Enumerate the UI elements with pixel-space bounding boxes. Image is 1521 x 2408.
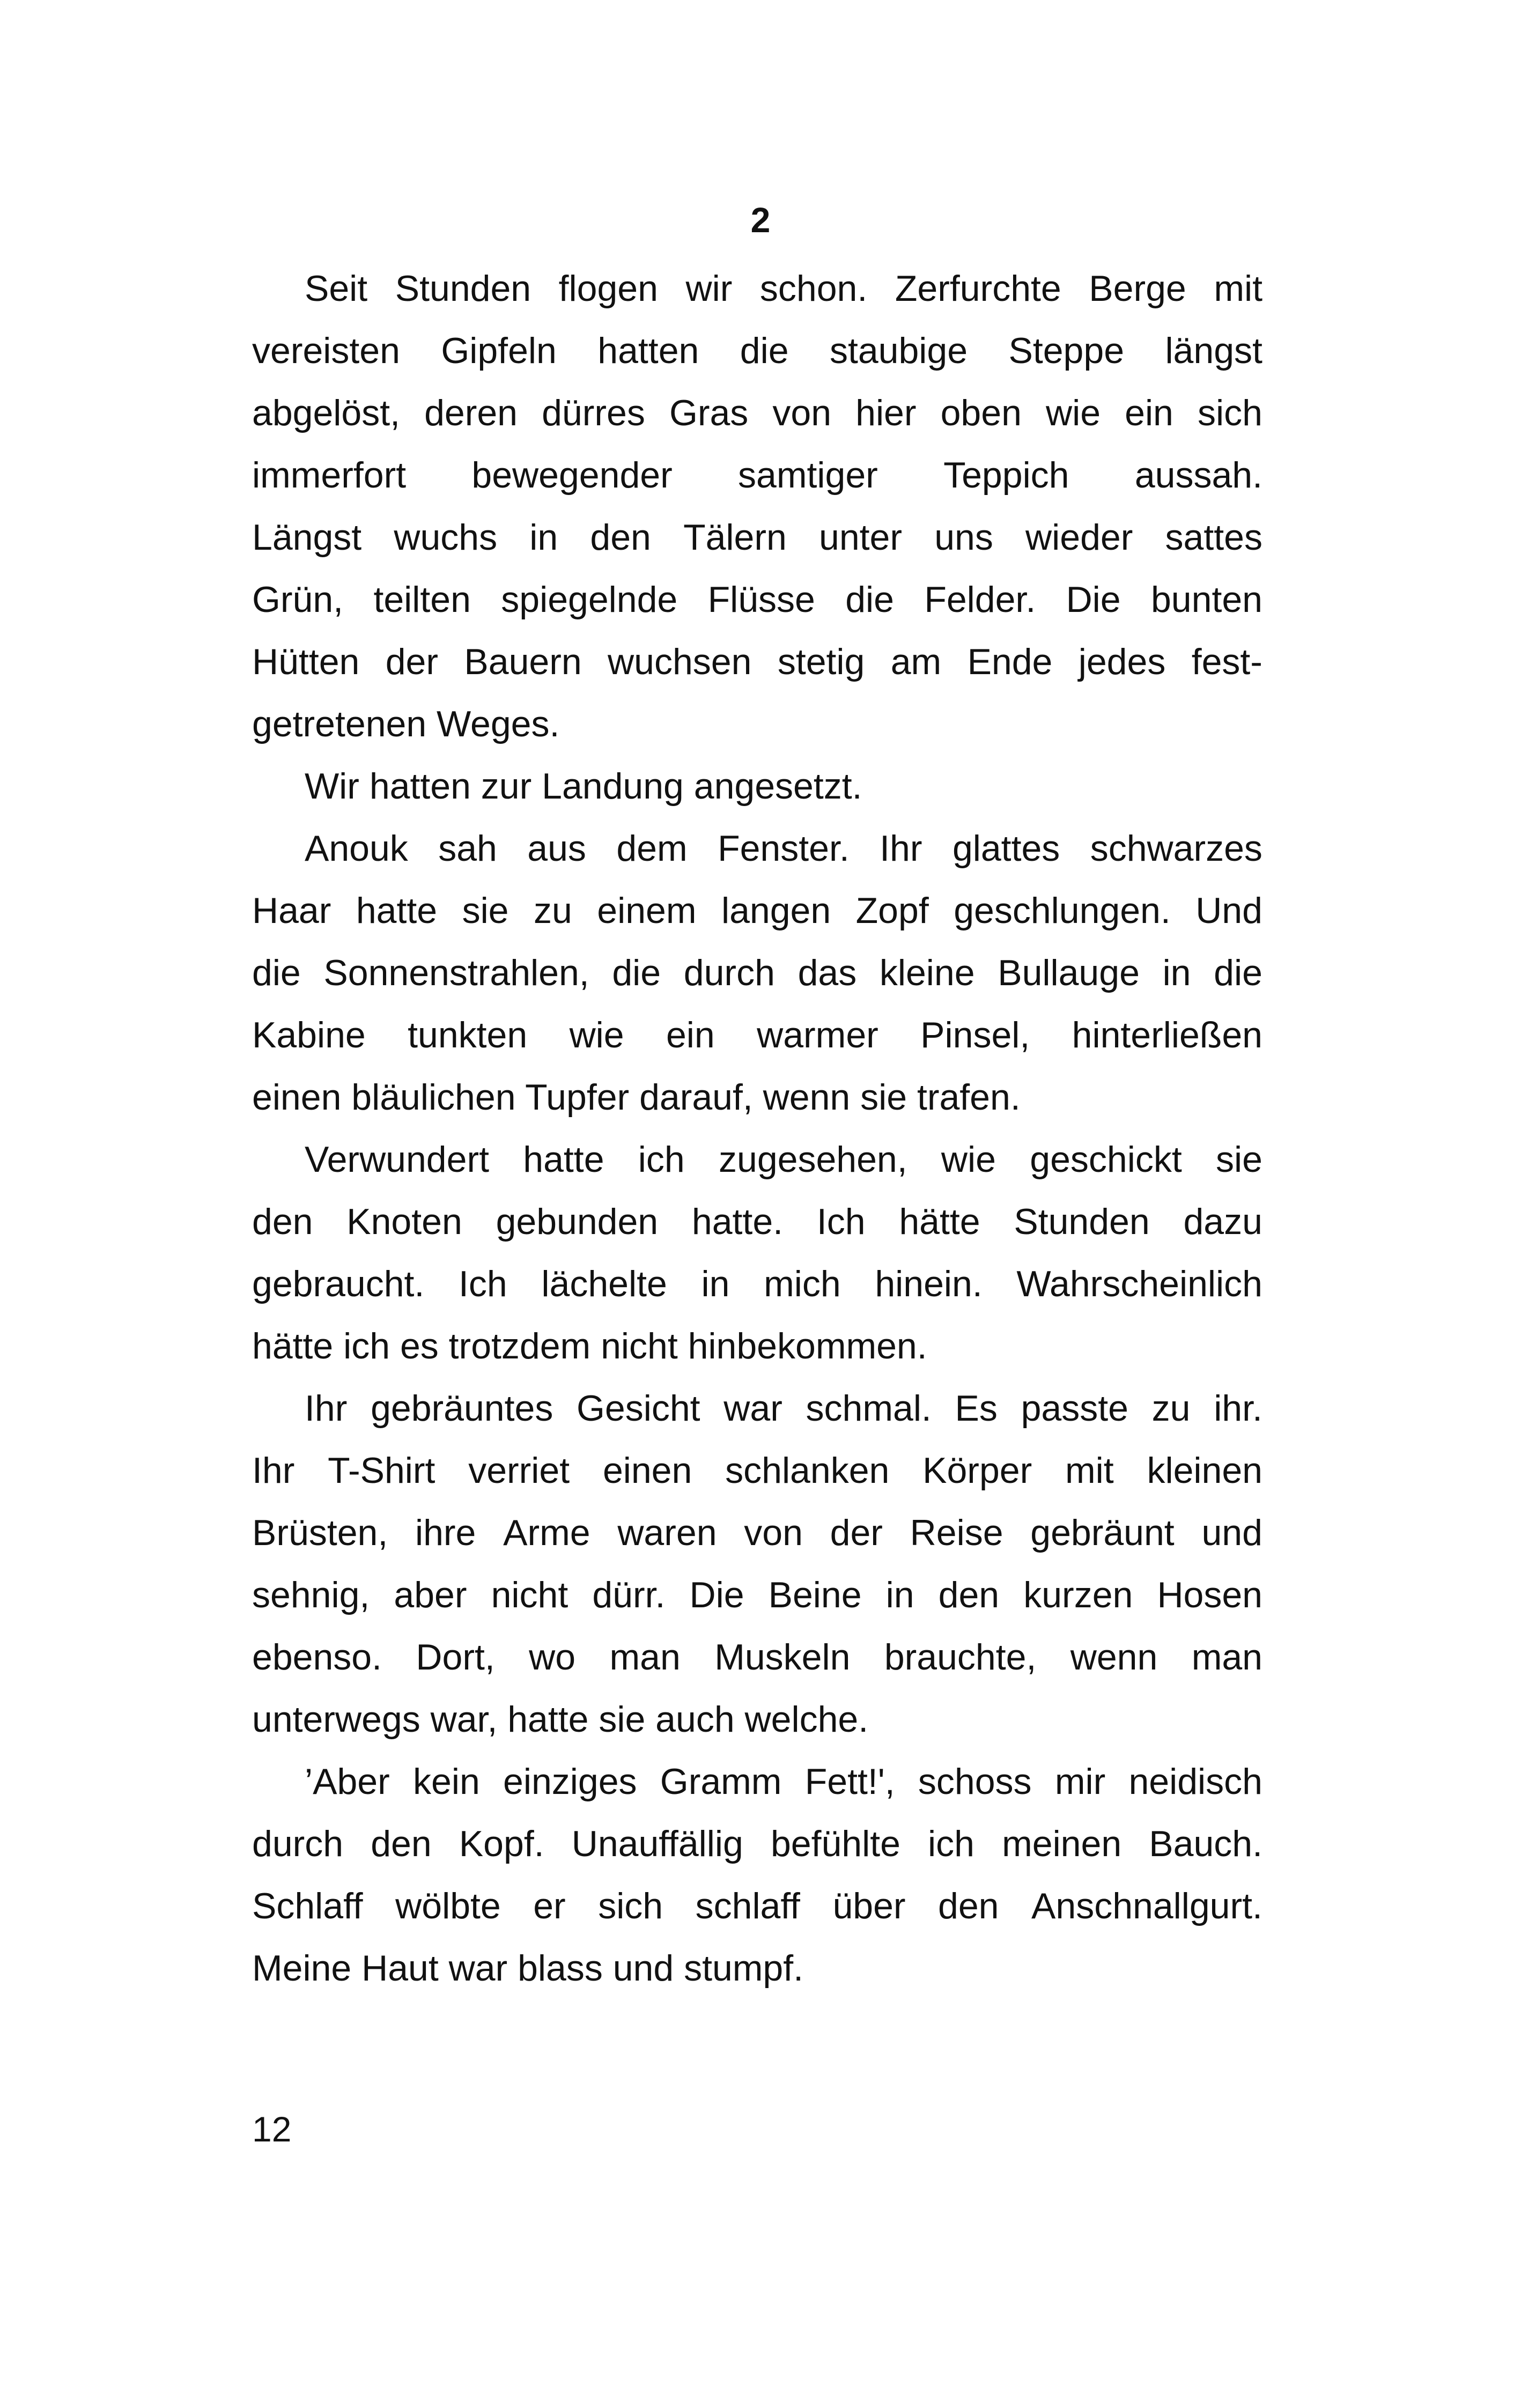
- word: Steppe: [1008, 330, 1125, 371]
- word: der: [830, 1512, 883, 1553]
- word: die: [845, 579, 894, 620]
- word: wie: [941, 1139, 996, 1180]
- word: glattes: [952, 828, 1060, 869]
- word: Muskeln: [714, 1637, 851, 1678]
- word: mir: [1054, 1761, 1106, 1802]
- word: längst: [1165, 330, 1262, 371]
- word: Gesicht: [577, 1388, 700, 1429]
- word: Fenster.: [718, 828, 850, 869]
- text-line: unterwegs war, hatte sie auch welche.: [252, 1699, 869, 1740]
- word: waren: [617, 1512, 717, 1553]
- word: brauchte,: [884, 1637, 1037, 1678]
- word: abgelöst,: [252, 393, 400, 433]
- word: den: [371, 1823, 432, 1864]
- word: Ende: [967, 641, 1053, 682]
- word: Seit: [305, 268, 368, 309]
- word: wo: [529, 1637, 576, 1678]
- word: die: [740, 330, 789, 371]
- word: Und: [1195, 890, 1262, 931]
- word: ihre: [415, 1512, 476, 1553]
- word: Ihr: [252, 1450, 295, 1491]
- word: Fett!',: [804, 1761, 895, 1802]
- word: aber: [394, 1575, 467, 1615]
- text-line: [252, 1626, 1262, 1688]
- word: ebenso.: [252, 1637, 382, 1678]
- text-line: [252, 1750, 1262, 1813]
- word: Teppich: [943, 455, 1069, 496]
- word: Kabine: [252, 1015, 366, 1055]
- text-line: getretenen Weges.: [252, 704, 560, 744]
- text-line: [252, 880, 1262, 942]
- word: Haar: [252, 890, 331, 931]
- word: in: [885, 1575, 914, 1615]
- word: Bullauge: [998, 952, 1140, 993]
- word: Brüsten,: [252, 1512, 388, 1553]
- word: schmal.: [806, 1388, 932, 1429]
- word: immerfort: [252, 455, 407, 496]
- word: Verwundert: [305, 1139, 489, 1180]
- word: T-Shirt: [328, 1450, 435, 1491]
- word: Die: [689, 1575, 744, 1615]
- word: der: [385, 641, 439, 682]
- text-line: [252, 257, 1262, 320]
- word: meinen: [1002, 1823, 1122, 1864]
- word: dürres: [542, 393, 645, 433]
- word: Bauern: [464, 641, 582, 682]
- word: ich: [928, 1823, 974, 1864]
- word: stetig: [777, 641, 865, 682]
- word: Flüsse: [707, 579, 815, 620]
- word: ihr.: [1214, 1388, 1262, 1429]
- word: wuchs: [394, 517, 498, 558]
- word: Arme: [503, 1512, 590, 1553]
- word: die: [612, 952, 661, 993]
- text-line: einen bläulichen Tupfer darauf, wenn sie trafen.: [252, 1077, 1021, 1118]
- word: das: [798, 952, 857, 993]
- text-line: [252, 320, 1262, 382]
- word: aus: [527, 828, 586, 869]
- word: teilten: [373, 579, 471, 620]
- word: ich: [638, 1139, 685, 1180]
- word: man: [609, 1637, 681, 1678]
- word: bewegender: [471, 455, 673, 496]
- text-line: [252, 1004, 1262, 1066]
- word: kein: [413, 1761, 480, 1802]
- text-line: [252, 1377, 1262, 1439]
- word: Felder.: [924, 579, 1036, 620]
- word: kleinen: [1147, 1450, 1262, 1491]
- word: Hütten: [252, 641, 360, 682]
- word: zu: [1151, 1388, 1191, 1429]
- word: nicht: [491, 1575, 568, 1615]
- word: sattes: [1165, 517, 1262, 558]
- word: gebräunt: [1030, 1512, 1175, 1553]
- word: die: [252, 952, 301, 993]
- word: ein: [1125, 393, 1173, 433]
- word: am: [890, 641, 942, 682]
- word: geschickt: [1030, 1139, 1182, 1180]
- word: Zerfurchte: [895, 268, 1061, 309]
- word: Kopf.: [459, 1823, 544, 1864]
- word: einem: [597, 890, 697, 931]
- word: durch: [683, 952, 775, 993]
- word: schlaff: [695, 1886, 800, 1926]
- word: Ihr: [880, 828, 922, 869]
- word: hinterließen: [1072, 1015, 1262, 1055]
- text-line: hätte ich es trotzdem nicht hinbekommen.: [252, 1326, 927, 1366]
- word: wir: [685, 268, 733, 309]
- word: sie: [462, 890, 509, 931]
- text-line: Wir hatten zur Landung angesetzt.: [305, 766, 862, 807]
- word: wuchsen: [608, 641, 752, 682]
- word: Anschnallgurt.: [1031, 1886, 1262, 1926]
- chapter-body-text: [252, 257, 1262, 1999]
- word: wieder: [1025, 517, 1133, 558]
- word: in: [1162, 952, 1191, 993]
- word: durch: [252, 1823, 344, 1864]
- word: hätte: [899, 1201, 980, 1242]
- word: schwarzes: [1090, 828, 1262, 869]
- word: Hosen: [1157, 1575, 1262, 1615]
- word: dürr.: [592, 1575, 666, 1615]
- word: hatte.: [691, 1201, 784, 1242]
- text-line: [252, 1128, 1262, 1191]
- text-line: [252, 1253, 1262, 1315]
- word: von: [772, 393, 832, 433]
- word: jedes: [1078, 641, 1166, 682]
- word: er: [533, 1886, 566, 1926]
- word: unter: [819, 517, 903, 558]
- word: gebräuntes: [371, 1388, 553, 1429]
- word: war: [723, 1388, 782, 1429]
- word: kleine: [879, 952, 975, 993]
- word: Ich: [459, 1264, 507, 1304]
- word: in: [701, 1264, 730, 1304]
- word: hatte: [356, 890, 438, 931]
- word: befühlte: [770, 1823, 900, 1864]
- text-line: [252, 1875, 1262, 1937]
- page-number: 12: [252, 2109, 292, 2149]
- word: mit: [1214, 268, 1262, 309]
- word: gebraucht.: [252, 1264, 425, 1304]
- word: Zopf: [855, 890, 929, 931]
- word: hatten: [597, 330, 699, 371]
- word: lächelte: [541, 1264, 667, 1304]
- word: über: [832, 1886, 906, 1926]
- word: wölbte: [395, 1886, 501, 1926]
- word: fest-: [1191, 641, 1262, 682]
- word: einen: [602, 1450, 692, 1491]
- word: ein: [666, 1015, 715, 1055]
- word: uns: [934, 517, 993, 558]
- word: und: [1201, 1512, 1262, 1553]
- text-line: [252, 942, 1262, 1004]
- word: sich: [1197, 393, 1262, 433]
- word: passte: [1021, 1388, 1128, 1429]
- word: Sonnenstrahlen,: [323, 952, 589, 993]
- word: Gramm: [660, 1761, 782, 1802]
- word: mit: [1065, 1450, 1114, 1491]
- word: Gras: [669, 393, 749, 433]
- word: den: [590, 517, 651, 558]
- word: kurzen: [1023, 1575, 1133, 1615]
- word: gebunden: [496, 1201, 659, 1242]
- word: hatte: [523, 1139, 604, 1180]
- word: warmer: [757, 1015, 878, 1055]
- word: Ihr: [305, 1388, 348, 1429]
- word: vereisten: [252, 330, 400, 371]
- word: Pinsel,: [920, 1015, 1030, 1055]
- word: Körper: [922, 1450, 1032, 1491]
- word: zugesehen,: [719, 1139, 907, 1180]
- word: Tälern: [683, 517, 787, 558]
- word: ’Aber: [305, 1761, 390, 1802]
- word: Knoten: [346, 1201, 462, 1242]
- word: Dort,: [416, 1637, 495, 1678]
- word: wenn: [1070, 1637, 1158, 1678]
- word: langen: [721, 890, 831, 931]
- word: hier: [855, 393, 917, 433]
- word: sie: [1216, 1139, 1262, 1180]
- word: Berge: [1089, 268, 1186, 309]
- chapter-number: 2: [750, 200, 771, 240]
- text-line: [252, 1564, 1262, 1626]
- word: Bauch.: [1149, 1823, 1262, 1864]
- word: Stunden: [1014, 1201, 1150, 1242]
- word: Die: [1066, 579, 1121, 620]
- word: geschlungen.: [954, 890, 1171, 931]
- text-line: [252, 1502, 1262, 1564]
- text-line: [252, 568, 1262, 631]
- word: von: [744, 1512, 803, 1553]
- text-line: [252, 817, 1262, 880]
- word: Ich: [816, 1201, 866, 1242]
- word: mich: [764, 1264, 841, 1304]
- word: Reise: [910, 1512, 1003, 1553]
- word: den: [938, 1886, 999, 1926]
- text-line: Meine Haut war blass und stumpf.: [252, 1948, 804, 1989]
- text-line: [252, 444, 1262, 506]
- word: Es: [955, 1388, 998, 1429]
- word: zu: [533, 890, 572, 931]
- word: Längst: [252, 517, 362, 558]
- text-line: [252, 1813, 1262, 1875]
- word: hinein.: [875, 1264, 983, 1304]
- word: wie: [1045, 393, 1101, 433]
- word: tunkten: [408, 1015, 528, 1055]
- word: die: [1214, 952, 1262, 993]
- word: schlanken: [725, 1450, 890, 1491]
- word: deren: [424, 393, 518, 433]
- word: man: [1191, 1637, 1262, 1678]
- word: dem: [616, 828, 688, 869]
- text-line: [252, 1191, 1262, 1253]
- word: Beine: [768, 1575, 862, 1615]
- word: Gipfeln: [441, 330, 557, 371]
- word: einziges: [503, 1761, 637, 1802]
- word: schon.: [759, 268, 868, 309]
- word: wie: [569, 1015, 624, 1055]
- word: Anouk: [305, 828, 408, 869]
- word: staubige: [829, 330, 968, 371]
- text-line: [252, 1439, 1262, 1502]
- word: verriet: [468, 1450, 570, 1491]
- word: Unauffällig: [571, 1823, 743, 1864]
- word: neidisch: [1128, 1761, 1262, 1802]
- word: aussah.: [1134, 455, 1262, 496]
- word: Wahrscheinlich: [1016, 1264, 1262, 1304]
- text-line: [252, 382, 1262, 444]
- word: oben: [940, 393, 1022, 433]
- word: spiegelnde: [501, 579, 678, 620]
- word: dazu: [1183, 1201, 1262, 1242]
- word: flogen: [558, 268, 658, 309]
- word: sehnig,: [252, 1575, 370, 1615]
- word: Schlaff: [252, 1886, 363, 1926]
- word: samtiger: [738, 455, 878, 496]
- word: sich: [598, 1886, 663, 1926]
- word: schoss: [918, 1761, 1032, 1802]
- text-line: [252, 631, 1262, 693]
- text-line: [252, 506, 1262, 568]
- word: bunten: [1150, 579, 1262, 620]
- word: Grün,: [252, 579, 344, 620]
- word: in: [529, 517, 558, 558]
- word: sah: [438, 828, 497, 869]
- word: den: [252, 1201, 313, 1242]
- word: den: [938, 1575, 1000, 1615]
- word: Stunden: [395, 268, 531, 309]
